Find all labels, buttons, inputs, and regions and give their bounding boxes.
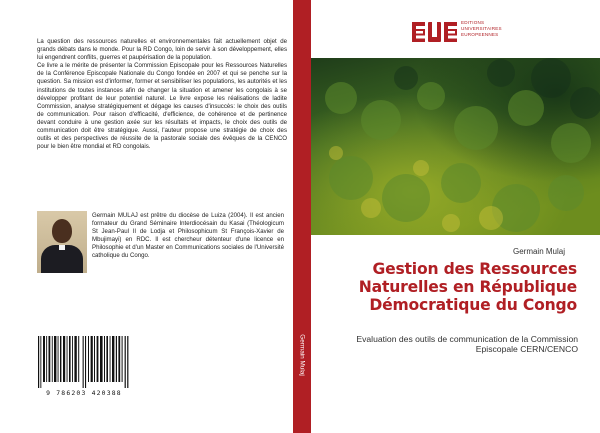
author-photo-collar [59, 245, 65, 250]
book-title: Gestion des Ressources Naturelles en République Démocratique du Congo [358, 260, 577, 315]
back-cover-blurb [37, 38, 287, 151]
back-cover [0, 0, 293, 433]
barcode-icon [38, 336, 130, 388]
blurb-paragraph-2: Ce livre a le mérite de présenter la Commission Episcopale pour les Ressources Naturelles de la Conférence Episcopale Nationale du Congo fondée en 2007 et qui se penche sur la question. Sa mission est d'informer, former et sensibiliser les populations, les autorités et les institutions de toutes instances afin de changer la situation et amener les congolais à se développer profitant de leur potentiel naturel. Le livre expose les réalisations de ladite Commission, analyse stratégiquement et dégage les causes d'insuccès: le choix des outils de communication. Pour raison d'efficacité, d'efficience, de cohérence et de pertinence devant conduire à une gestion axée sur les résultats et impacts, le choix des outils de communication doit être stratégique. Aussi, l'auteur propose une stratégie de choix des outils et des perspectives de réussite de la pastorale sociale des évêques de la CENCO pour le bien être mondial et RD congolais. [37, 62, 287, 151]
publisher-line-1: EDITIONS [461, 20, 485, 25]
author-photo-head [52, 219, 72, 243]
spine-author: Germain Mulaj [298, 334, 306, 376]
publisher-logo-icon [412, 20, 458, 44]
author-bio: Germain MULAJ est prêtre du diocèse de Luiza (2004). Il est ancien formateur du Grand Séminaire Interdiocésain du Kasai (Théologicum St Jean-Paul II de Lodja et Philosophicum St François-Xavier de Mbujimayi) en RDC. Il est chercheur détenteur d'une licence en Philosophie et d'un Master en Communications sociales de l'Université catholique du Congo. [92, 212, 284, 260]
forest-cover-photo [311, 58, 600, 235]
book-subtitle: Evaluation des outils de communication de la Commission Episcopale CERN/CENCO [356, 334, 578, 355]
author-photo [37, 211, 87, 273]
publisher-name [461, 20, 502, 38]
isbn-digits: 9 786203 420388 [46, 389, 122, 397]
blurb-paragraph-1: La question des ressources naturelles et environnementales fait actuellement objet de grands débats dans le monde. Pour la RD Congo, loin de servir à son développement, elles lui engendrent conflits, guerres et paupérisation de la population. [37, 38, 287, 62]
spine [293, 0, 311, 433]
isbn-barcode [33, 334, 135, 400]
publisher-line-3: EUROPEENNES [461, 31, 499, 37]
publisher-line-2: UNIVERSITAIRES [461, 25, 502, 31]
cover-author: Germain Mulaj [512, 247, 565, 256]
